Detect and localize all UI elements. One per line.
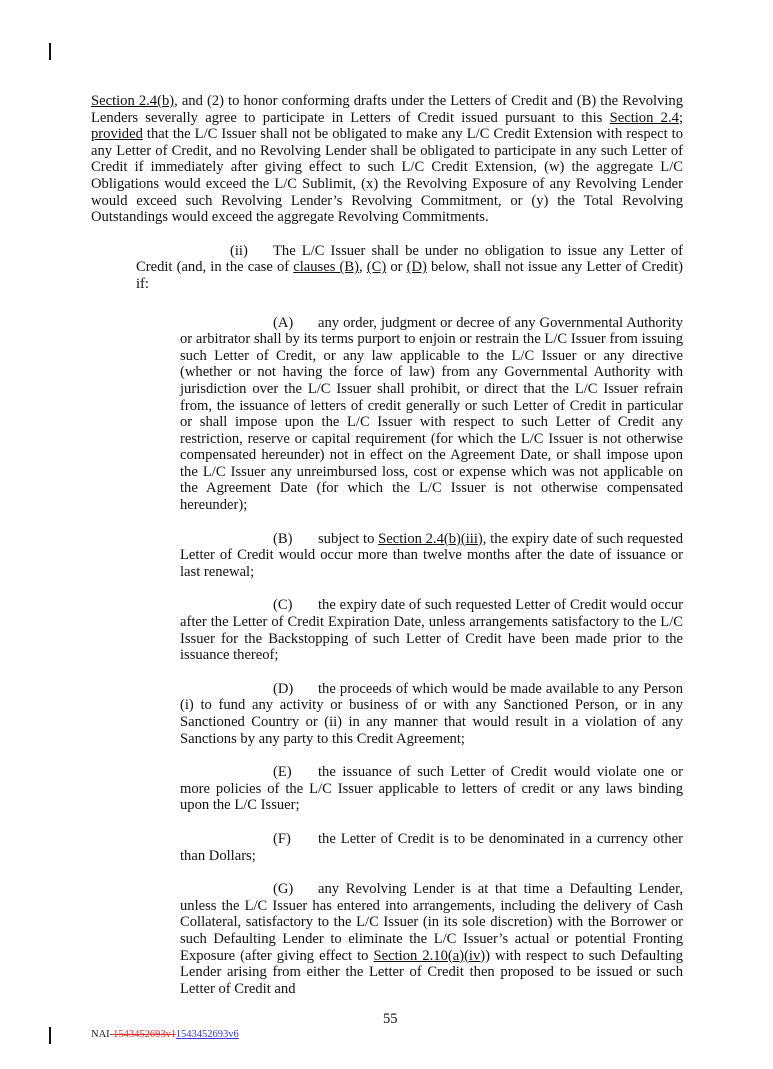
paragraph-ii [136,243,683,293]
paragraph-intro [91,93,683,226]
document-id-footer [0,1027,773,1069]
text-run: the Letter of Credit is to be denominated in a currency other than Dollars; [180,830,683,864]
cross-reference: Section 2.4(b)(iii) [378,530,483,547]
change-bar-top [49,43,51,60]
text-run: below, shall not issue any Letter of Credit) if: [136,259,684,292]
text-run: subject to [318,530,379,547]
text-run: the issuance of such Letter of Credit would violate one or more policies of the L/C Issuer applicable to letters of credit or any laws binding upon the L/C Issuer; [180,764,683,814]
clause-b [180,531,683,581]
text-run: the proceeds of which would be made available to any Person (i) to fund any activity or business of or with any Sanctioned Person, or in any Sanctioned Country or (ii) in any manner that would result in a violation of any Sanctions by any party to this Credit Agreement; [180,680,683,747]
clause-e [180,764,683,814]
text-run: , [358,259,367,276]
page-spacer [0,997,773,1011]
text-run: any Revolving Lender is at that time a Defaulting Lender, unless the L/C Issuer has entered into arrangements, including the delivery of Cash Collateral, satisfactory to the L/C Issuer (in its sole discretion) with the Borrower or such Defaulting Lender to eliminate the L/C Issuer’s actual or potential Fronting Exposure (after giving effect to [180,881,683,964]
clause-label: (B) [273,530,293,547]
clause-label: (G) [273,881,294,898]
clause-label: (ii) [230,242,248,259]
text-run: , the expiry date of such requested Letter of Credit would occur more than twelve months after the date of issuance or last renewal; [180,530,683,580]
footer-prefix: NAI- [91,1029,114,1041]
clause-label: (A) [273,314,294,331]
page-number: 55 [383,1011,398,1028]
clause-d [180,681,683,747]
clause-label: (C) [273,597,293,614]
cross-reference: clauses (B) [293,259,359,276]
text-run: The L/C Issuer shall be under no obligation to issue any Letter of Credit (and, in the case of [136,242,683,276]
clause-label: (E) [273,764,292,781]
text-run: ; [678,109,683,126]
cross-reference: Section 2.4(b) [91,93,175,109]
clause-f [180,831,683,864]
text-run: , and (2) to honor conforming drafts under the Letters of Credit and (B) the Revolving Lenders severally agree to participate in Letters of Credit issued pursuant to this [91,93,683,126]
text-run: that the L/C Issuer shall not be obligated to make any L/C Credit Extension with respect to any Letter of Credit, and no Revolving Lender shall be obligated to participate in any such Letter of Credit if immediately after giving effect to such L/C Credit Extension, (w) the aggregate L/C Obligations would exceed the L/C Sublimit, (x) the Revolving Exposure of any Revolving Lender would exceed such Revolving Lender’s Revolving Commitment, or (y) the Total Revolving Outstandings would exceed the aggregate Revolving Commitments. [91,126,683,226]
text-run: or [386,259,407,276]
footer-deleted-id: 1543452693v1 [113,1029,176,1041]
cross-reference: Section 2.4 [609,109,679,126]
cross-reference: provided [91,126,143,143]
clause-g [180,881,683,997]
change-bar-bottom [49,1027,51,1044]
clause-label: (F) [273,830,291,847]
cross-reference: (C) [366,259,387,276]
clause-a [180,315,683,514]
text-run: the expiry date of such requested Letter of Credit would occur after the Letter of Credit Expiration Date, unless arrangements satisfactory to the L/C Issuer for the Backstopping of such Letter of Credit have been made prior to the issuance thereof; [180,597,683,664]
footer-inserted-id: 1543452693v6 [175,1029,239,1041]
clause-label: (D) [273,680,294,697]
clause-c [180,597,683,663]
page-number-row [0,1011,773,1027]
text-run: any order, judgment or decree of any Governmental Authority or arbitrator shall by its terms purport to enjoin or restrain the L/C Issuer from issuing such Letter of Credit, or any law applicable to the L/C Issuer or any directive (whether or not having the force of law) from any Governmental Authority with jurisdiction over the L/C Issuer shall prohibit, or direct that the L/C Issuer refrain from, the issuance of letters of credit generally or such Letter of Credit in particular or shall impose upon the L/C Issuer with respect to such Letter of Credit any restriction, reserve or capital requirement (for which the L/C Issuer is not otherwise compensated hereunder) not in effect on the Agreement Date, or shall impose upon the L/C Issuer any unreimbursed loss, cost or expense which was not applicable on the Agreement Date (for which the L/C Issuer is not otherwise compensated hereunder); [180,314,683,514]
cross-reference: (D) [406,259,427,276]
cross-reference: Section 2.10(a)(iv) [373,947,486,964]
text-run: ) with respect to such Defaulting Lender arising from either the Letter of Credit then proposed to be issued or such Letter of Credit and [180,947,683,997]
